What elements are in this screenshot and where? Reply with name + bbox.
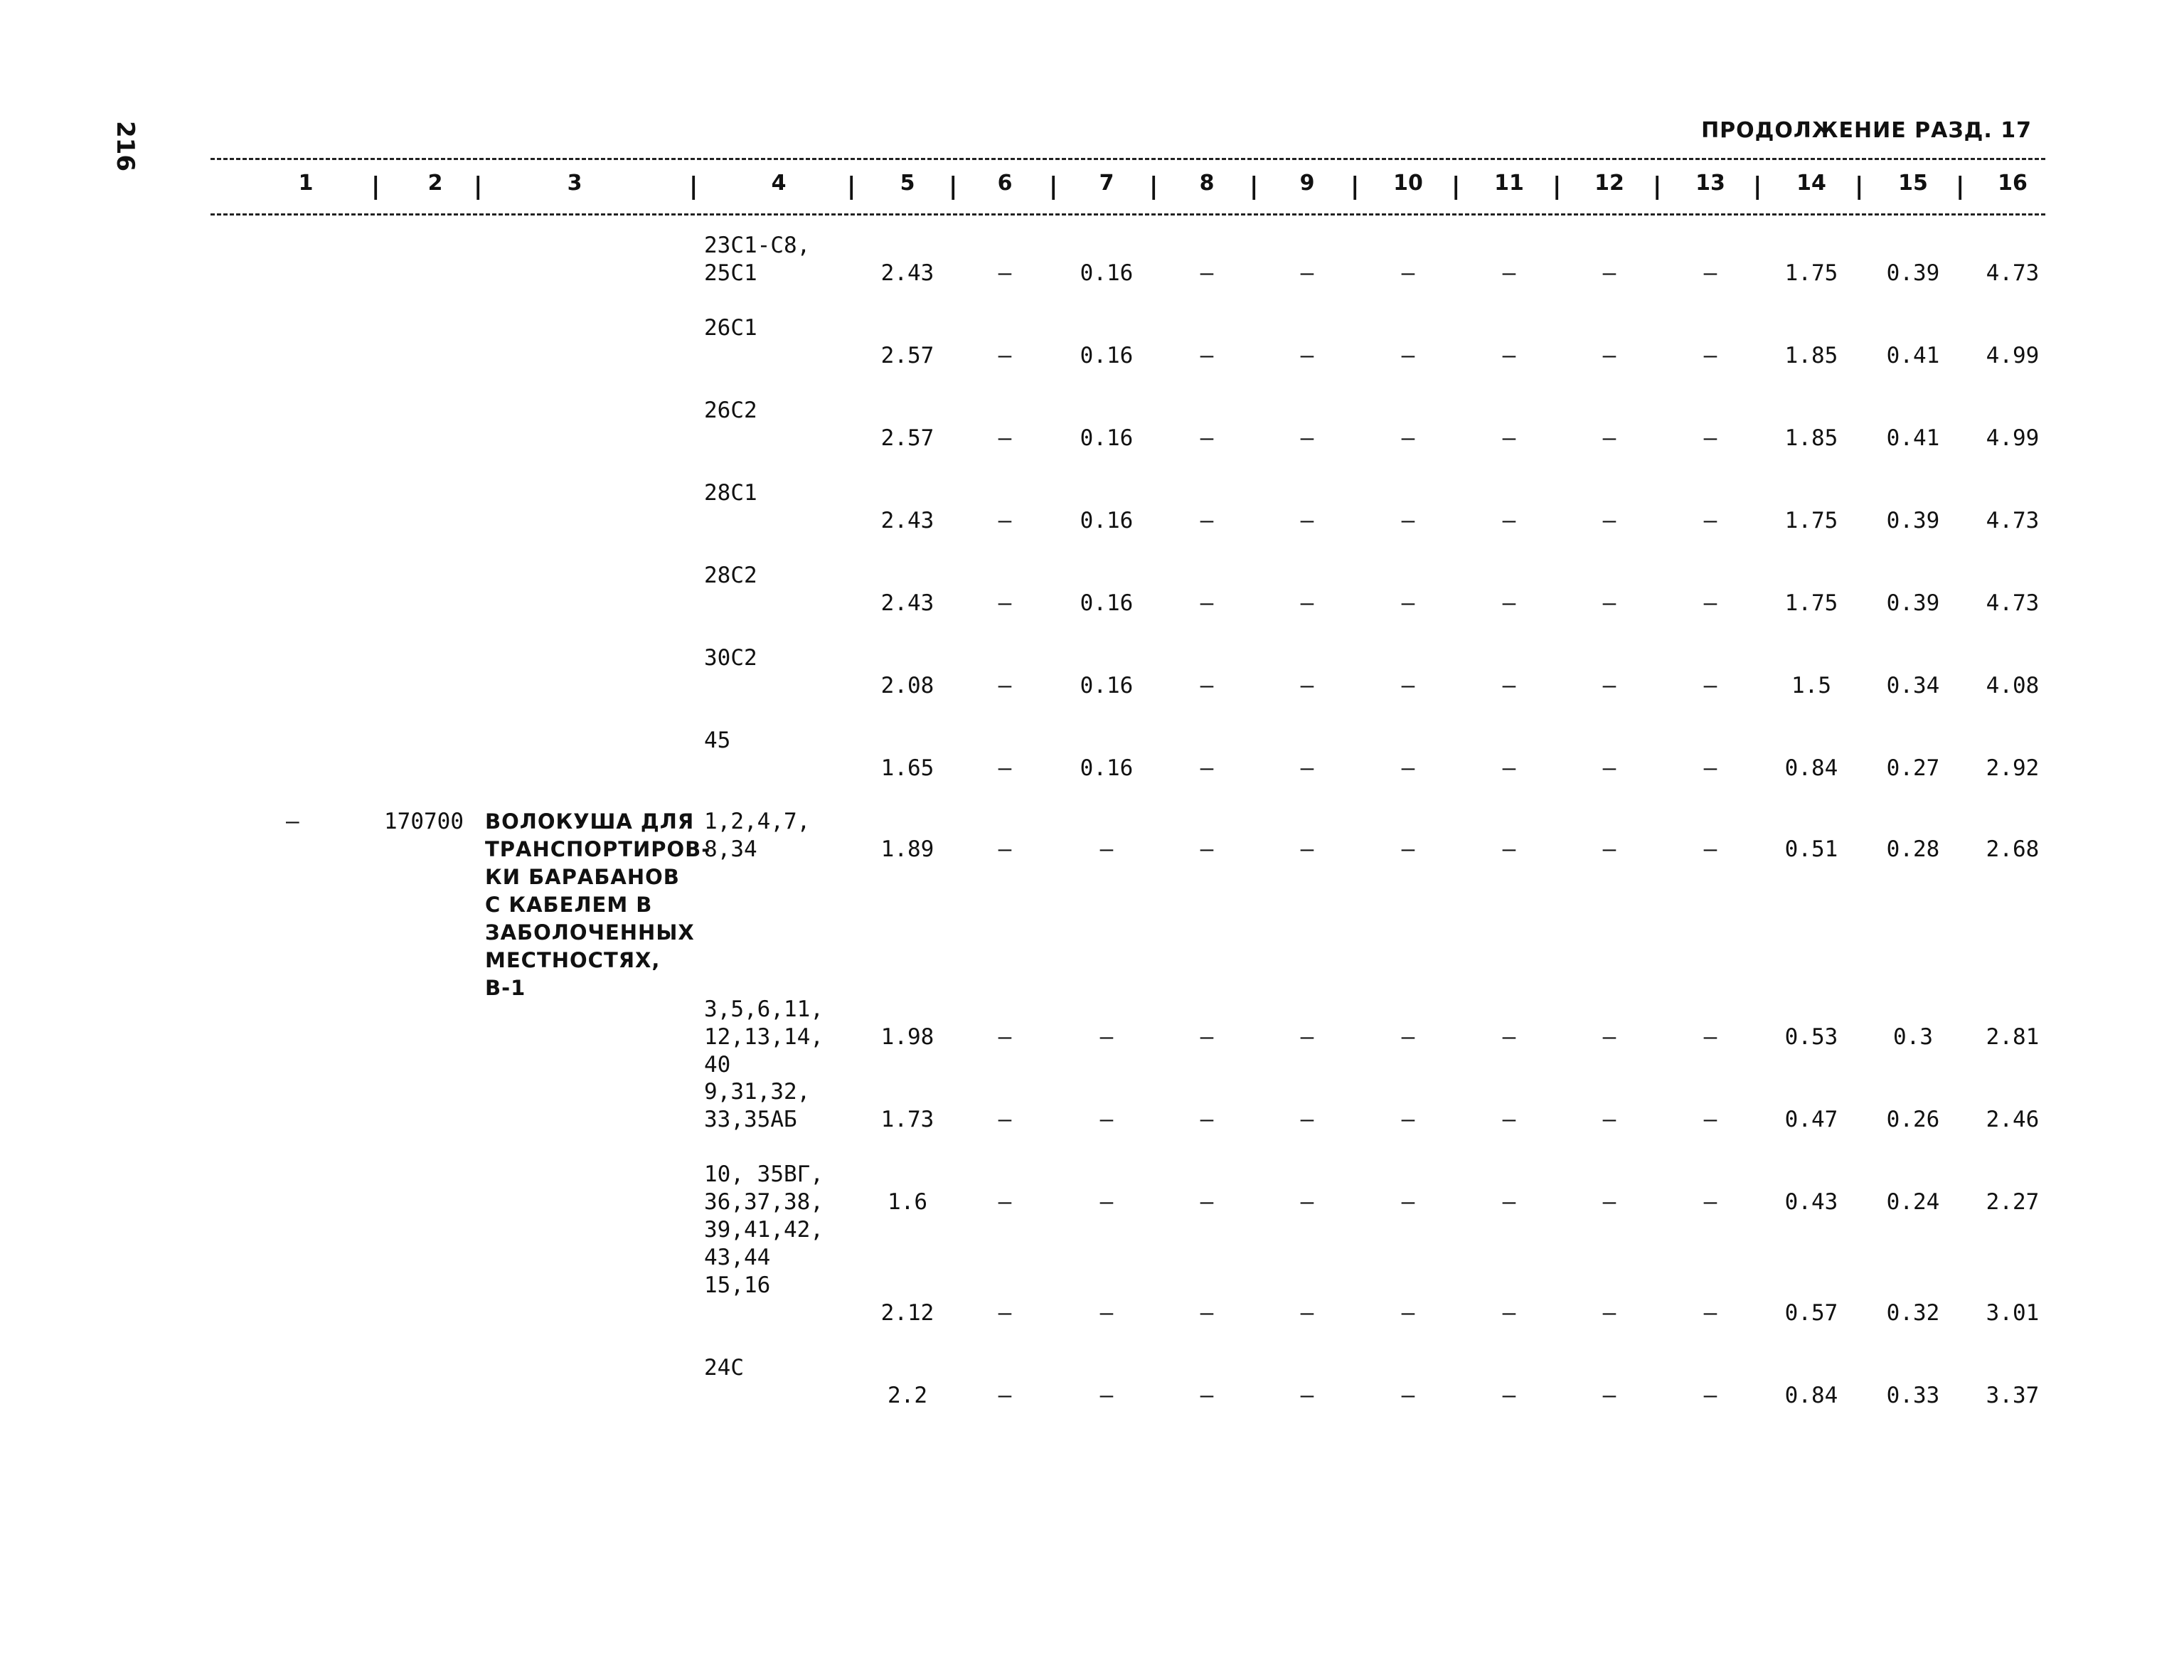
column-header: 12	[1594, 171, 1624, 196]
column-separator: |	[1753, 172, 1762, 201]
value-cell: –	[1300, 673, 1314, 698]
value-cell: 4.99	[1986, 343, 2040, 368]
value-cell: 0.16	[1080, 673, 1134, 698]
value-cell: –	[1502, 1024, 1516, 1050]
value-cell: 0.28	[1886, 836, 1940, 862]
value-cell: –	[1703, 1024, 1717, 1050]
value-cell: 0.16	[1080, 260, 1134, 286]
value-cell: –	[1300, 260, 1314, 286]
value-cell: 2.46	[1986, 1107, 2040, 1132]
column-separator: |	[474, 172, 483, 201]
column-separator: |	[1855, 172, 1864, 201]
value-cell: –	[1401, 343, 1415, 368]
value-cell: –	[1401, 590, 1415, 616]
value-cell: –	[1703, 836, 1717, 862]
value-cell: 0.41	[1886, 343, 1940, 368]
value-cell: –	[1300, 508, 1314, 533]
value-cell: 0.16	[1080, 590, 1134, 616]
value-cell: 3.37	[1986, 1383, 2040, 1408]
column-header: 10	[1393, 171, 1423, 196]
value-cell: –	[998, 755, 1012, 781]
value-cell: –	[1200, 1024, 1214, 1050]
value-cell: –	[1099, 1107, 1114, 1132]
column-separator: |	[1451, 172, 1461, 201]
value-cell: –	[1200, 260, 1214, 286]
designation-line: 15,16	[704, 1272, 771, 1298]
value-cell: –	[1099, 1189, 1114, 1215]
row-number-cell: –	[286, 809, 299, 834]
value-cell: 0.26	[1886, 1107, 1940, 1132]
value-cell: –	[1703, 755, 1717, 781]
designation-line: 43,44	[704, 1245, 771, 1270]
designation-line: 39,41,42,	[704, 1217, 824, 1243]
value-cell: –	[1602, 508, 1616, 533]
value-cell: –	[1602, 343, 1616, 368]
designation-line: 12,13,14,	[704, 1024, 824, 1050]
value-cell: –	[1703, 1189, 1717, 1215]
value-cell: –	[1200, 836, 1214, 862]
value-cell: –	[1200, 755, 1214, 781]
value-cell: –	[1703, 1383, 1717, 1408]
code-cell: 170700	[384, 809, 464, 834]
value-cell: 0.27	[1886, 755, 1940, 781]
value-cell: –	[998, 1300, 1012, 1326]
value-cell: –	[1502, 1189, 1516, 1215]
column-header: 3	[567, 171, 582, 196]
value-cell: –	[1602, 836, 1616, 862]
value-cell: –	[1200, 1107, 1214, 1132]
value-cell: 0.34	[1886, 673, 1940, 698]
value-cell: –	[998, 1107, 1012, 1132]
value-cell: –	[998, 508, 1012, 533]
value-cell: –	[1099, 836, 1114, 862]
value-cell: –	[1200, 508, 1214, 533]
value-cell: 1.75	[1784, 260, 1838, 286]
top-rule	[211, 158, 2045, 160]
value-cell: –	[1300, 1107, 1314, 1132]
column-separator: |	[949, 172, 958, 201]
designation-line: 26С1	[704, 315, 757, 341]
value-cell: –	[998, 260, 1012, 286]
value-cell: 2.92	[1986, 755, 2040, 781]
value-cell: –	[1401, 260, 1415, 286]
value-cell: –	[1300, 425, 1314, 451]
value-cell: –	[998, 1189, 1012, 1215]
value-cell: –	[998, 1383, 1012, 1408]
value-cell: –	[1602, 755, 1616, 781]
value-cell: –	[1502, 1107, 1516, 1132]
value-cell: –	[998, 673, 1012, 698]
column-separator: |	[1049, 172, 1058, 201]
column-header: 9	[1299, 171, 1315, 196]
description-line: С КАБЕЛЕМ В	[485, 893, 653, 917]
value-cell: –	[1703, 1107, 1717, 1132]
value-cell: 1.85	[1784, 425, 1838, 451]
value-cell: –	[1602, 590, 1616, 616]
value-cell: –	[1502, 836, 1516, 862]
value-cell: –	[1401, 425, 1415, 451]
column-header: 5	[900, 171, 915, 196]
value-cell: –	[1703, 425, 1717, 451]
value-cell: –	[1200, 1383, 1214, 1408]
designation-line: 28С2	[704, 563, 757, 588]
value-cell: –	[1502, 1383, 1516, 1408]
value-cell: –	[1502, 590, 1516, 616]
value-cell: –	[1602, 673, 1616, 698]
value-cell: 1.73	[880, 1107, 934, 1132]
value-cell: 0.41	[1886, 425, 1940, 451]
designation-line: 36,37,38,	[704, 1189, 824, 1215]
value-cell: –	[1502, 1300, 1516, 1326]
value-cell: 0.39	[1886, 590, 1940, 616]
value-cell: 4.73	[1986, 260, 2040, 286]
column-header: 11	[1494, 171, 1524, 196]
value-cell: –	[1099, 1383, 1114, 1408]
column-header: 16	[1998, 171, 2028, 196]
column-separator: |	[1149, 172, 1158, 201]
column-header: 4	[771, 171, 787, 196]
value-cell: –	[1602, 425, 1616, 451]
value-cell: 0.57	[1784, 1300, 1838, 1326]
value-cell: 2.43	[880, 508, 934, 533]
value-cell: –	[1099, 1024, 1114, 1050]
value-cell: 1.89	[880, 836, 934, 862]
value-cell: –	[1602, 1107, 1616, 1132]
value-cell: –	[1200, 673, 1214, 698]
value-cell: 0.84	[1784, 755, 1838, 781]
column-separator: |	[371, 172, 380, 201]
value-cell: –	[1703, 1300, 1717, 1326]
value-cell: –	[1300, 1300, 1314, 1326]
value-cell: –	[1200, 590, 1214, 616]
value-cell: –	[998, 1024, 1012, 1050]
value-cell: 2.57	[880, 343, 934, 368]
value-cell: 2.12	[880, 1300, 934, 1326]
value-cell: –	[1200, 1300, 1214, 1326]
column-header: 13	[1695, 171, 1725, 196]
value-cell: –	[1502, 673, 1516, 698]
designation-line: 25С1	[704, 260, 757, 286]
value-cell: 2.08	[880, 673, 934, 698]
value-cell: –	[1401, 1300, 1415, 1326]
value-cell: 0.3	[1893, 1024, 1933, 1050]
designation-line: 30С2	[704, 645, 757, 671]
column-separator: |	[689, 172, 698, 201]
value-cell: 4.73	[1986, 508, 2040, 533]
value-cell: 0.16	[1080, 508, 1134, 533]
value-cell: –	[1602, 260, 1616, 286]
column-header: 2	[427, 171, 443, 196]
value-cell: 2.68	[1986, 836, 2040, 862]
value-cell: –	[1401, 508, 1415, 533]
column-separator: |	[1552, 172, 1562, 201]
header-rule	[211, 213, 2045, 216]
value-cell: 0.33	[1886, 1383, 1940, 1408]
value-cell: 2.27	[1986, 1189, 2040, 1215]
column-header: 15	[1898, 171, 1928, 196]
value-cell: 4.99	[1986, 425, 2040, 451]
designation-line: 40	[704, 1052, 731, 1078]
value-cell: 0.51	[1784, 836, 1838, 862]
value-cell: –	[1703, 343, 1717, 368]
value-cell: –	[1200, 343, 1214, 368]
value-cell: 4.73	[1986, 590, 2040, 616]
column-header: 8	[1199, 171, 1215, 196]
column-separator: |	[1351, 172, 1360, 201]
value-cell: 0.53	[1784, 1024, 1838, 1050]
value-cell: 1.75	[1784, 590, 1838, 616]
description-line: ЗАБОЛОЧЕННЫХ	[485, 920, 695, 945]
value-cell: –	[1300, 836, 1314, 862]
value-cell: –	[1099, 1300, 1114, 1326]
value-cell: –	[1300, 755, 1314, 781]
designation-line: 8,34	[704, 836, 757, 862]
value-cell: –	[1502, 508, 1516, 533]
value-cell: 0.24	[1886, 1189, 1940, 1215]
value-cell: 2.81	[1986, 1024, 2040, 1050]
value-cell: –	[1401, 1383, 1415, 1408]
designation-line: 33,35АБ	[704, 1107, 797, 1132]
value-cell: –	[1703, 673, 1717, 698]
column-separator: |	[847, 172, 856, 201]
value-cell: 0.32	[1886, 1300, 1940, 1326]
value-cell: –	[1300, 343, 1314, 368]
value-cell: 1.5	[1791, 673, 1831, 698]
value-cell: 2.2	[888, 1383, 927, 1408]
description-line: В-1	[485, 976, 526, 1000]
page-number: 216	[111, 121, 139, 171]
value-cell: –	[1502, 425, 1516, 451]
value-cell: 0.16	[1080, 343, 1134, 368]
value-cell: –	[1401, 1189, 1415, 1215]
value-cell: 1.65	[880, 755, 934, 781]
column-header: 14	[1796, 171, 1826, 196]
designation-line: 1,2,4,7,	[704, 809, 811, 834]
designation-line: 45	[704, 728, 731, 753]
designation-line: 26С2	[704, 398, 757, 423]
column-separator: |	[1956, 172, 1965, 201]
value-cell: 0.39	[1886, 260, 1940, 286]
value-cell: –	[998, 836, 1012, 862]
value-cell: 3.01	[1986, 1300, 2040, 1326]
designation-line: 10, 35ВГ,	[704, 1161, 824, 1187]
value-cell: 0.47	[1784, 1107, 1838, 1132]
value-cell: –	[1300, 1189, 1314, 1215]
value-cell: 2.43	[880, 260, 934, 286]
value-cell: –	[1200, 1189, 1214, 1215]
continuation-label: ПРОДОЛЖЕНИЕ РАЗД. 17	[1701, 118, 2032, 143]
description-line: КИ БАРАБАНОВ	[485, 865, 680, 889]
value-cell: –	[1602, 1189, 1616, 1215]
value-cell: 0.43	[1784, 1189, 1838, 1215]
description-line: МЕСТНОСТЯХ,	[485, 948, 661, 972]
value-cell: –	[1602, 1300, 1616, 1326]
column-header: 7	[1099, 171, 1114, 196]
designation-line: 24С	[704, 1355, 744, 1381]
column-separator: |	[1653, 172, 1662, 201]
value-cell: –	[998, 590, 1012, 616]
value-cell: 0.39	[1886, 508, 1940, 533]
designation-line: 28С1	[704, 480, 757, 506]
value-cell: –	[1703, 590, 1717, 616]
value-cell: –	[1401, 673, 1415, 698]
value-cell: –	[998, 425, 1012, 451]
value-cell: –	[1502, 260, 1516, 286]
column-separator: |	[1250, 172, 1259, 201]
description-line: ВОЛОКУША ДЛЯ	[485, 809, 695, 834]
column-header: 1	[298, 171, 314, 196]
value-cell: 2.43	[880, 590, 934, 616]
designation-line: 9,31,32,	[704, 1079, 811, 1105]
value-cell: –	[998, 343, 1012, 368]
value-cell: 0.16	[1080, 755, 1134, 781]
value-cell: –	[1300, 590, 1314, 616]
value-cell: –	[1300, 1383, 1314, 1408]
value-cell: –	[1300, 1024, 1314, 1050]
value-cell: 1.98	[880, 1024, 934, 1050]
value-cell: 0.16	[1080, 425, 1134, 451]
value-cell: –	[1401, 1107, 1415, 1132]
value-cell: –	[1602, 1383, 1616, 1408]
value-cell: –	[1502, 755, 1516, 781]
value-cell: –	[1401, 755, 1415, 781]
value-cell: –	[1602, 1024, 1616, 1050]
value-cell: –	[1502, 343, 1516, 368]
column-header: 6	[997, 171, 1013, 196]
value-cell: –	[1703, 260, 1717, 286]
value-cell: 1.75	[1784, 508, 1838, 533]
value-cell: –	[1703, 508, 1717, 533]
value-cell: 2.57	[880, 425, 934, 451]
designation-line: 3,5,6,11,	[704, 996, 824, 1022]
value-cell: 1.6	[888, 1189, 927, 1215]
value-cell: 1.85	[1784, 343, 1838, 368]
description-line: ТРАНСПОРТИРОВ-	[485, 837, 711, 861]
value-cell: –	[1401, 1024, 1415, 1050]
designation-line: 23С1-С8,	[704, 233, 811, 258]
value-cell: –	[1200, 425, 1214, 451]
value-cell: 0.84	[1784, 1383, 1838, 1408]
value-cell: –	[1401, 836, 1415, 862]
value-cell: 4.08	[1986, 673, 2040, 698]
